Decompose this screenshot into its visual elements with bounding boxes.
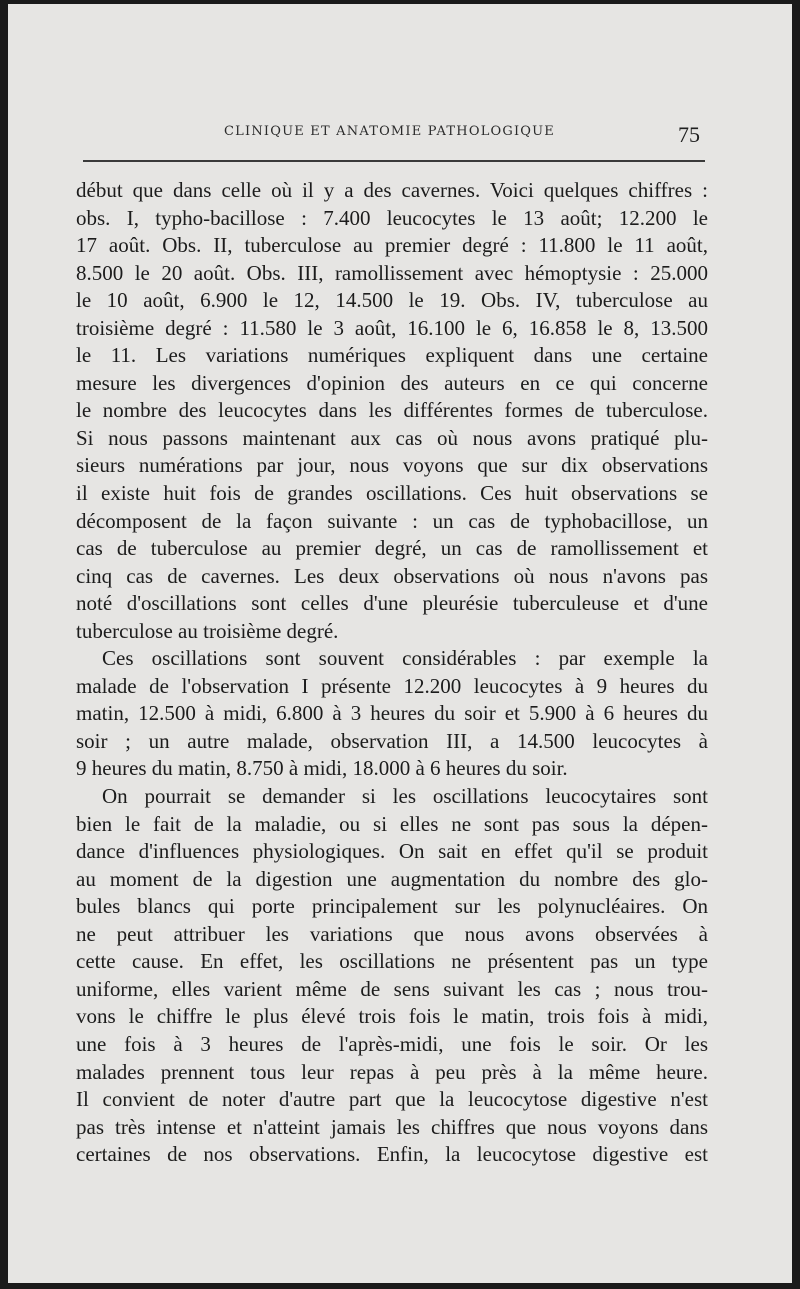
text-line: mesure les divergences d'opinion des auteurs en ce qui concerne	[76, 370, 708, 395]
text-line: décomposent de la façon suivante : un cas de typhobacillose, un	[76, 508, 708, 533]
text-line: obs. I, typho-bacillose : 7.400 leucocytes le 13 août; 12.200 le	[76, 205, 708, 230]
text-line: uniforme, elles varient même de sens suivant les cas ; nous trou-	[76, 976, 708, 1001]
text-line: malade de l'observation I présente 12.200 leucocytes à 9 heures du	[76, 673, 708, 698]
text-line: soir ; un autre malade, observation III, a 14.500 leucocytes à	[76, 728, 708, 753]
text-line: Si nous passons maintenant aux cas où nous avons pratiqué plu-	[76, 425, 708, 450]
page-body	[76, 177, 708, 1169]
text-line: Il convient de noter d'autre part que la leucocytose digestive n'est	[76, 1087, 708, 1112]
text-line: le 11. Les variations numériques expliquent dans une certaine	[76, 343, 708, 368]
text-line: On pourrait se demander si les oscillations leucocytaires sont	[102, 784, 708, 809]
text-line: matin, 12.500 à midi, 6.800 à 3 heures du soir et 5.900 à 6 heures du	[76, 701, 708, 726]
text-line: Ces oscillations sont souvent considérables : par exemple la	[102, 646, 708, 671]
text-line: 8.500 le 20 août. Obs. III, ramollissement avec hémoptysie : 25.000	[76, 260, 708, 285]
text-line: cinq cas de cavernes. Les deux observations où nous n'avons pas	[76, 563, 708, 588]
text-line: le 10 août, 6.900 le 12, 14.500 le 19. Obs. IV, tuberculose au	[76, 288, 708, 313]
text-line: cas de tuberculose au premier degré, un cas de ramollissement et	[76, 536, 708, 561]
text-line: bien le fait de la maladie, ou si elles ne sont pas sous la dépen-	[76, 811, 708, 836]
text-line: sieurs numérations par jour, nous voyons que sur dix observations	[76, 453, 708, 478]
text-line: pas très intense et n'atteint jamais les chiffres que nous voyons dans	[76, 1114, 708, 1139]
paragraph	[76, 783, 708, 1169]
header-rule	[83, 160, 705, 162]
text-line: cette cause. En effet, les oscillations ne présentent pas un type	[76, 949, 708, 974]
text-line: troisième degré : 11.580 le 3 août, 16.100 le 6, 16.858 le 8, 13.500	[76, 315, 708, 340]
text-line: bules blancs qui porte principalement sur les polynucléaires. On	[76, 894, 708, 919]
text-line: tuberculose au troisième degré.	[76, 618, 339, 643]
running-title: CLINIQUE ET ANATOMIE PATHOLOGIQUE	[224, 124, 556, 139]
text-line: début que dans celle où il y a des cavernes. Voici quelques chiffres :	[76, 178, 708, 202]
text-line: ne peut attribuer les variations que nous avons observées à	[76, 921, 708, 946]
text-line: le nombre des leucocytes dans les différentes formes de tuberculose.	[76, 398, 708, 423]
paragraph	[76, 177, 708, 645]
text-line: 9 heures du matin, 8.750 à midi, 18.000 à 6 heures du soir.	[76, 756, 568, 781]
text-line: au moment de la digestion une augmentation du nombre des glo-	[76, 866, 708, 891]
text-line: malades prennent tous leur repas à peu près à la même heure.	[76, 1059, 708, 1084]
book-page	[8, 4, 792, 1283]
page-header	[76, 122, 708, 154]
text-line: 17 août. Obs. II, tuberculose au premier degré : 11.800 le 11 août,	[76, 233, 708, 258]
text-line: il existe huit fois de grandes oscillations. Ces huit observations se	[76, 481, 708, 506]
text-line: certaines de nos observations. Enfin, la leucocytose digestive est	[76, 1142, 708, 1167]
text-line: dance d'influences physiologiques. On sait en effet qu'il se produit	[76, 839, 708, 864]
text-line: noté d'oscillations sont celles d'une pleurésie tuberculeuse et d'une	[76, 591, 708, 616]
text-line: une fois à 3 heures de l'après-midi, une fois le soir. Or les	[76, 1031, 708, 1056]
paragraph	[76, 645, 708, 783]
page-number: 75	[678, 122, 700, 147]
text-line: vons le chiffre le plus élevé trois fois le matin, trois fois à midi,	[76, 1004, 708, 1029]
